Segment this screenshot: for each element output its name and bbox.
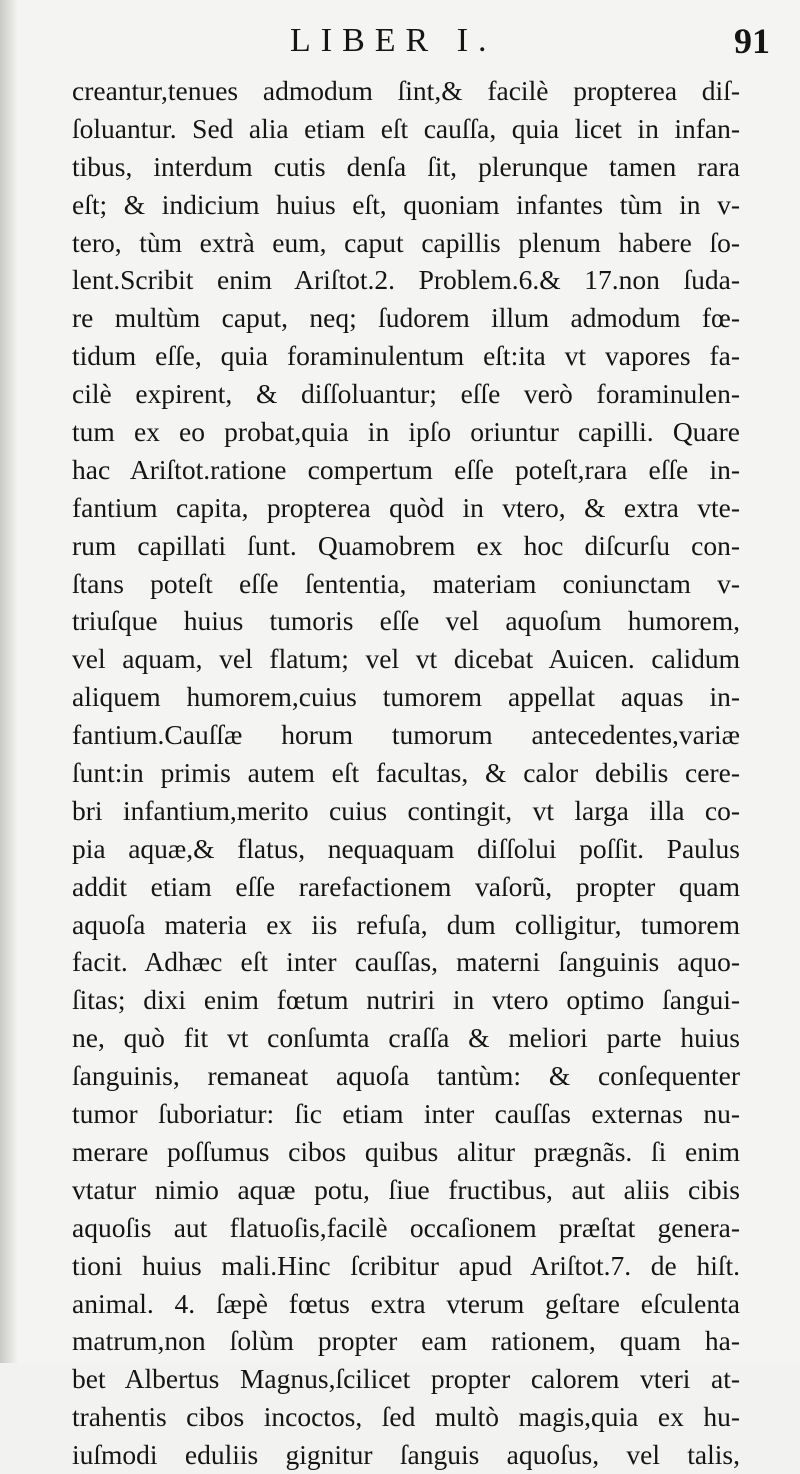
page-number: 91 (734, 21, 770, 61)
text-line: cilè expirent, & diſſoluantur; eſſe verò foraminulen- (72, 378, 740, 410)
text-line: creantur,tenues admodum ſint,& facilè propterea diſ- (72, 75, 740, 106)
text-line: eſt; & indicium huius eſt, quoniam infantes tùm in v- (72, 188, 740, 220)
text-line: bet Albertus Magnus,ſcilicet propter calorem vteri at- (72, 1363, 740, 1395)
text-line: tero, tùm extrà eum, caput capillis plenum habere ſo- (72, 226, 740, 258)
text-line: tidum eſſe, quia foraminulentum eſt:ita vt vapores fa- (72, 340, 740, 372)
text-line: fantium capita, propterea quòd in vtero, & extra vte- (72, 491, 740, 523)
text-line: matrum,non ſolùm propter eam rationem, quam ha- (72, 1325, 740, 1357)
gutter-shadow (0, 0, 18, 1363)
running-title: LIBER I. (290, 22, 497, 59)
text-line: animal. 4. ſæpè fœtus extra vterum geſtare eſculenta (72, 1287, 740, 1319)
text-line: facit. Adhæc eſt inter cauſſas, materni ſanguinis aquo- (72, 946, 740, 978)
text-line: vel aquam, vel flatum; vel vt dicebat Auicen. calidum (72, 643, 740, 675)
text-line: lent.Scribit enim Ariſtot.2. Problem.6.& 17.non ſuda- (72, 264, 740, 296)
text-line: trahentis cibos incoctos, ſed multò magis,quia ex hu- (72, 1401, 740, 1433)
text-line: tibus, interdum cutis denſa ſit, plerunque tamen rara (72, 150, 740, 182)
text-line: bri infantium,merito cuius contingit, vt larga illa co- (72, 794, 740, 826)
running-head (290, 12, 770, 72)
text-line: vtatur nimio aquæ potu, ſiue fructibus, aut aliis cibis (72, 1173, 740, 1205)
text-line: iuſmodi eduliis gignitur ſanguis aquoſus, vel talis, (72, 1439, 740, 1471)
text-line: tioni huius mali.Hinc ſcribitur apud Ariſtot.7. de hiſt. (72, 1249, 740, 1281)
text-line: ſunt:in primis autem eſt facultas, & calor debilis cere- (72, 757, 740, 789)
text-line: ſtans poteſt eſſe ſententia, materiam coniunctam v- (72, 567, 740, 599)
text-line: fantium.Cauſſæ horum tumorum antecedentes,variæ (72, 719, 740, 751)
text-line: rum capillati ſunt. Quamobrem ex hoc diſcurſu con- (72, 529, 740, 561)
text-line: triuſque huius tumoris eſſe vel aquoſum humorem, (72, 605, 740, 637)
text-line: tumor ſuboriatur: ſic etiam inter cauſſas externas nu- (72, 1098, 740, 1130)
text-line: tum ex eo probat,quia in ipſo oriuntur capilli. Quare (72, 416, 740, 448)
text-line: aquoſis aut flatuoſis,facilè occaſionem præſtat genera- (72, 1211, 740, 1243)
text-line: aliquem humorem,cuius tumorem appellat aquas in- (72, 681, 740, 713)
text-line: addit etiam eſſe rarefactionem vaſorũ, propter quam (72, 870, 740, 902)
text-line: aquoſa materia ex iis refuſa, dum colligitur, tumorem (72, 908, 740, 940)
text-line: ne, quò fit vt conſumta craſſa & meliori parte huius (72, 1022, 740, 1054)
text-line: pia aquæ,& flatus, nequaquam diſſolui poſſit. Paulus (72, 832, 740, 864)
text-line: merare poſſumus cibos quibus alitur prægnãs. ſi enim (72, 1135, 740, 1167)
text-line: ſanguinis, remaneat aquoſa tantùm: & conſequenter (72, 1060, 740, 1092)
text-block (72, 72, 740, 1474)
text-line: hac Ariſtot.ratione compertum eſſe poteſt,rara eſſe in- (72, 453, 740, 485)
text-line: ſoluantur. Sed alia etiam eſt cauſſa, quia licet in infan- (72, 112, 740, 144)
text-line: ſitas; dixi enim fœtum nutriri in vtero optimo ſangui- (72, 984, 740, 1016)
text-line: re multùm caput, neq; ſudorem illum admodum fœ- (72, 302, 740, 334)
